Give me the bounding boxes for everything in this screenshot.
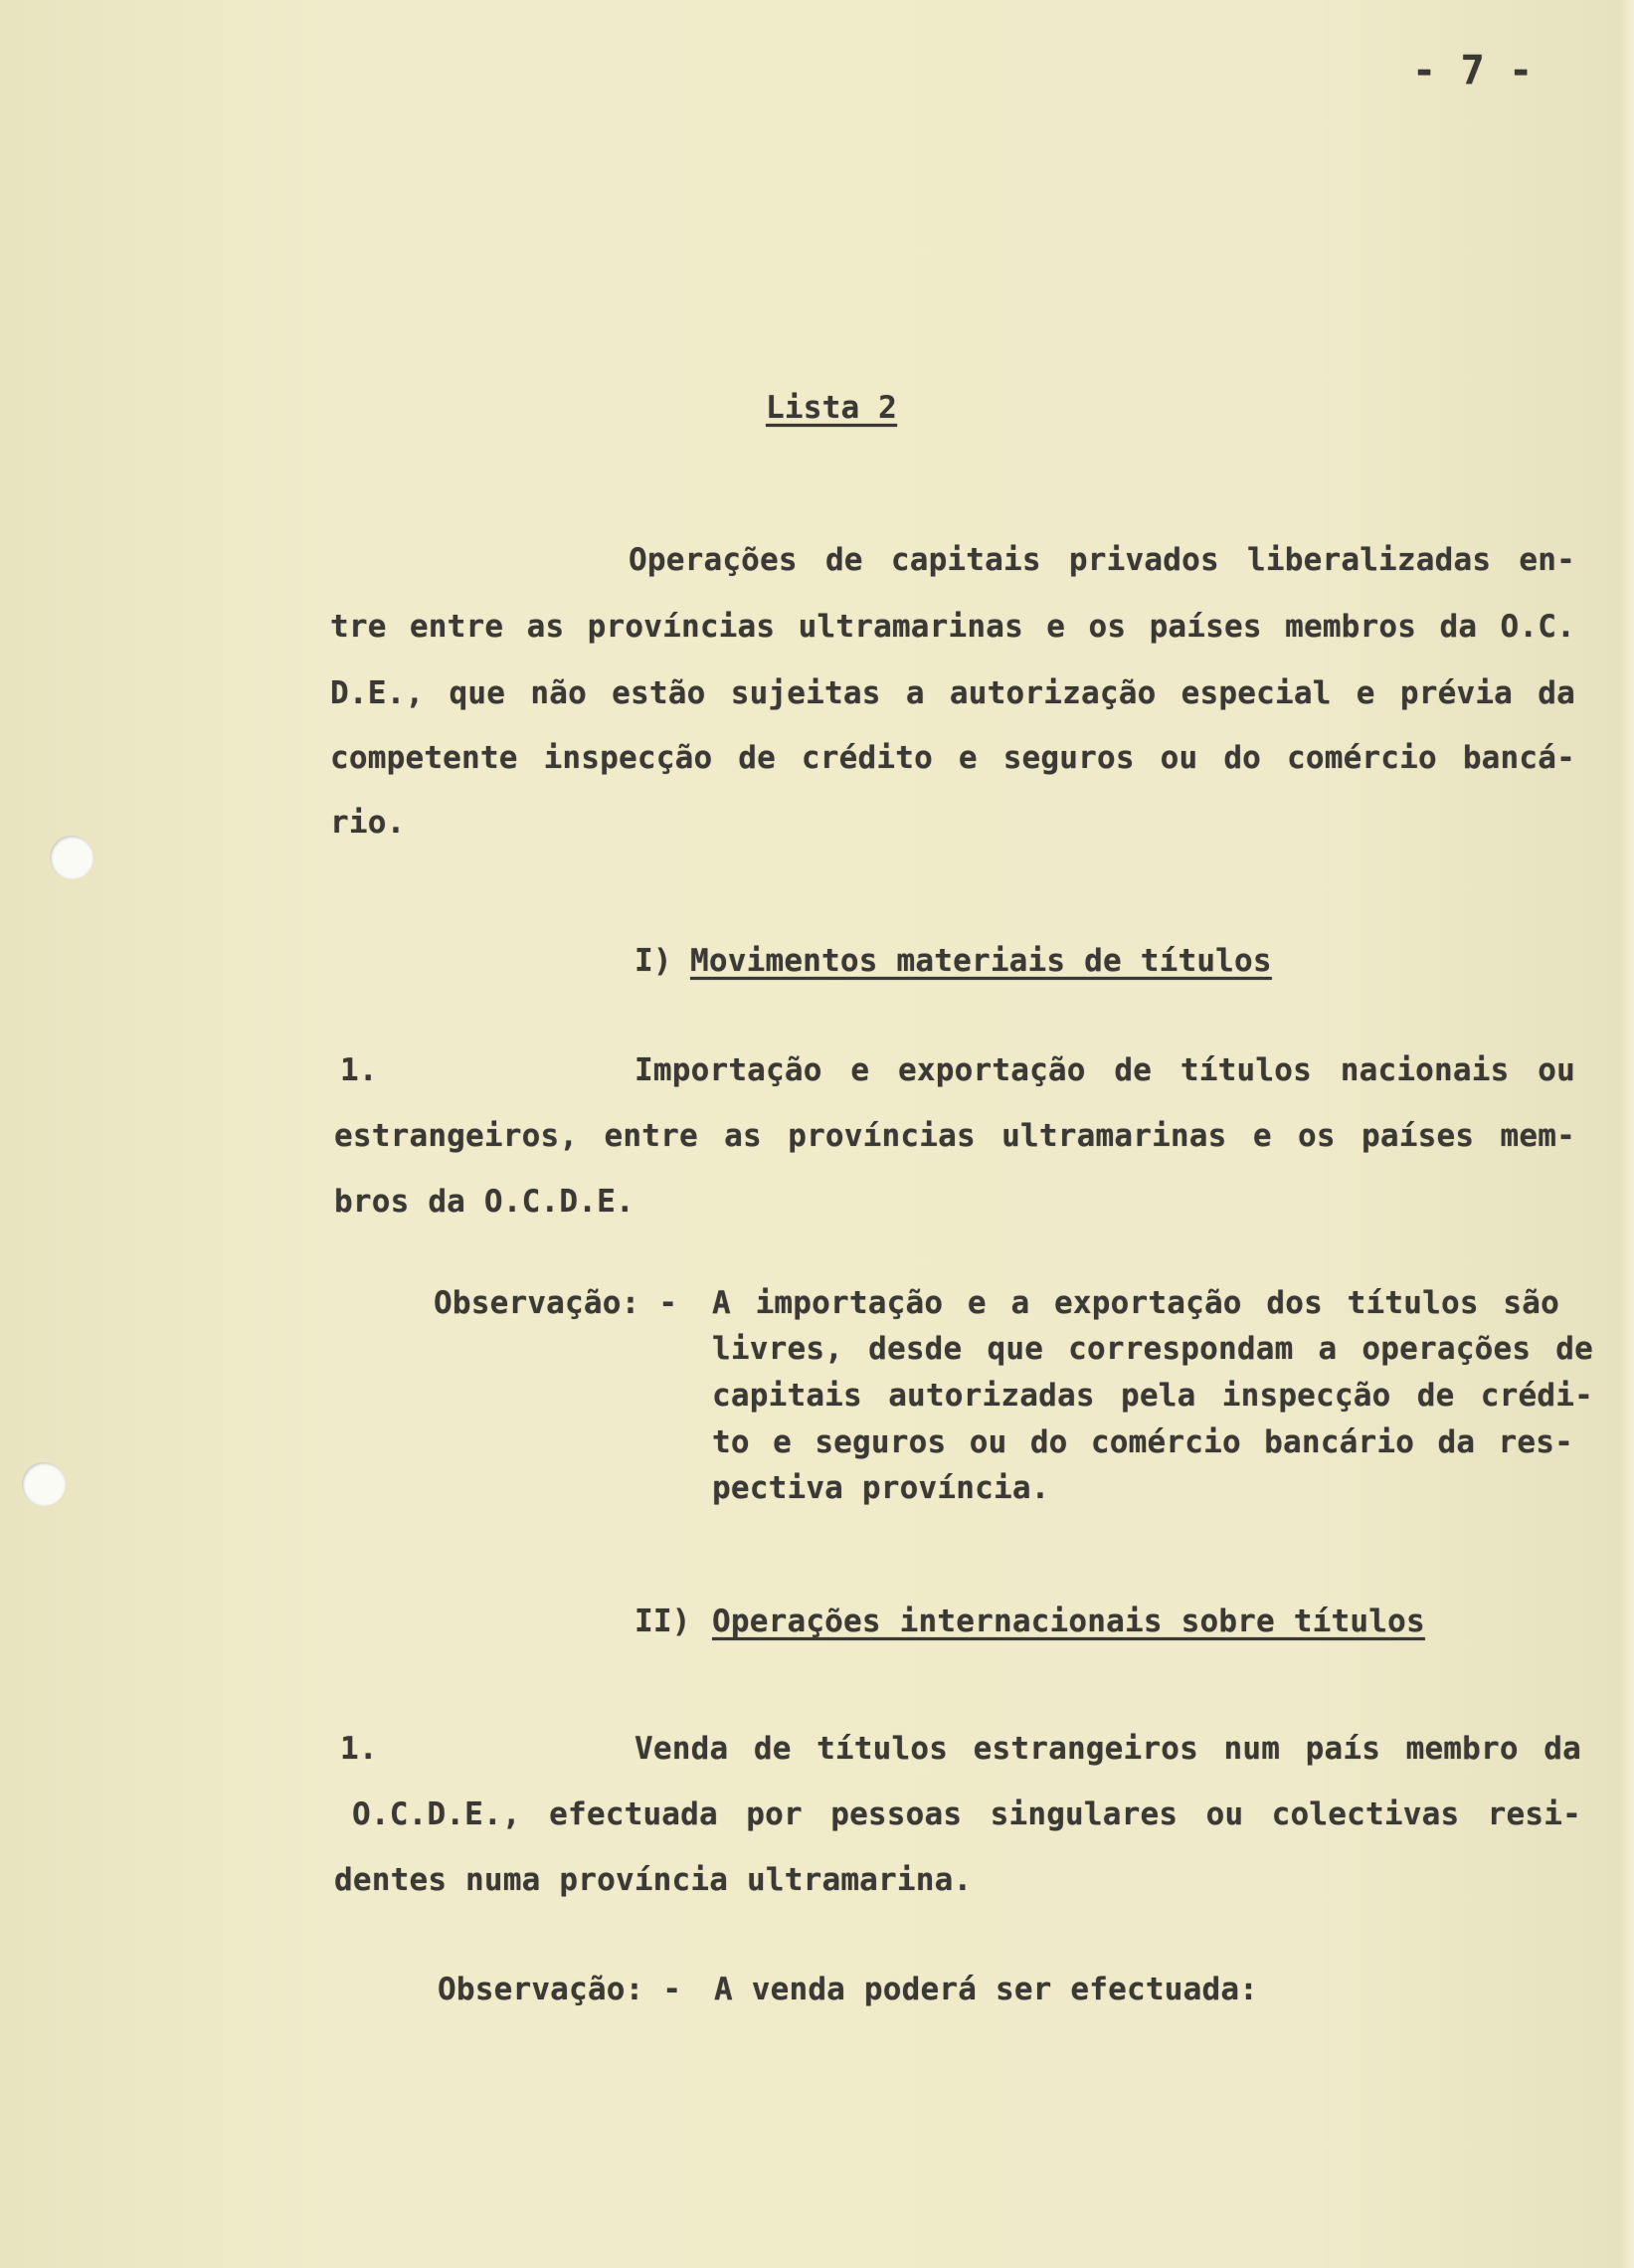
section-2-numeral: II) bbox=[635, 1604, 691, 1639]
section-1-observation-line-5: pectiva província. bbox=[712, 1470, 1050, 1506]
section-1-item-number: 1. bbox=[340, 1052, 378, 1088]
section-1-observation-line-3: capitais autorizadas pela inspecção de crédi- bbox=[712, 1378, 1593, 1414]
section-1-item-line-1: Importação e exportação de títulos nacionais ou bbox=[635, 1052, 1575, 1088]
section-1-heading: Movimentos materiais de títulos bbox=[690, 943, 1272, 979]
section-2-item-line-2: O.C.D.E., efectuada por pessoas singulares ou colectivas resi- bbox=[352, 1796, 1581, 1832]
section-2-item-line-1: Venda de títulos estrangeiros num país membro da bbox=[635, 1731, 1581, 1767]
section-2-observation-label: Observação: - bbox=[438, 1972, 682, 2007]
section-1-item-line-2: estrangeiros, entre as províncias ultramarinas e os países mem- bbox=[334, 1118, 1575, 1154]
section-1-observation-line-1: A importação e a exportação dos títulos são bbox=[712, 1285, 1559, 1321]
punch-hole-bottom bbox=[22, 1462, 66, 1506]
intro-line-3: D.E., que não estão sujeitas a autorização especial e prévia da bbox=[330, 675, 1575, 711]
intro-line-4: competente inspecção de crédito e seguros ou do comércio bancá- bbox=[330, 740, 1575, 776]
section-1-observation-label: Observação: - bbox=[434, 1285, 678, 1321]
paper-edge bbox=[1620, 0, 1634, 2268]
section-2-observation-line-1: A venda poderá ser efectuada: bbox=[714, 1972, 1259, 2007]
intro-line-5: rio. bbox=[330, 805, 406, 841]
section-2-item-line-3: dentes numa província ultramarina. bbox=[334, 1862, 973, 1898]
list-title: Lista 2 bbox=[766, 390, 898, 426]
section-2-heading: Operações internacionais sobre títulos bbox=[712, 1604, 1425, 1639]
intro-line-2: tre entre as províncias ultramarinas e os países membros da O.C. bbox=[330, 609, 1575, 645]
punch-hole-top bbox=[50, 836, 93, 879]
section-2-item-number: 1. bbox=[340, 1731, 378, 1767]
page-number: - 7 - bbox=[1412, 48, 1534, 94]
section-1-observation-line-4: to e seguros ou do comércio bancário da res- bbox=[712, 1424, 1573, 1460]
section-1-observation-line-2: livres, desde que correspondam a operações de bbox=[712, 1331, 1593, 1367]
section-1-item-line-3: bros da O.C.D.E. bbox=[334, 1184, 635, 1220]
section-1-numeral: I) bbox=[635, 943, 672, 979]
intro-line-1: Operações de capitais privados liberalizadas en- bbox=[629, 542, 1575, 578]
